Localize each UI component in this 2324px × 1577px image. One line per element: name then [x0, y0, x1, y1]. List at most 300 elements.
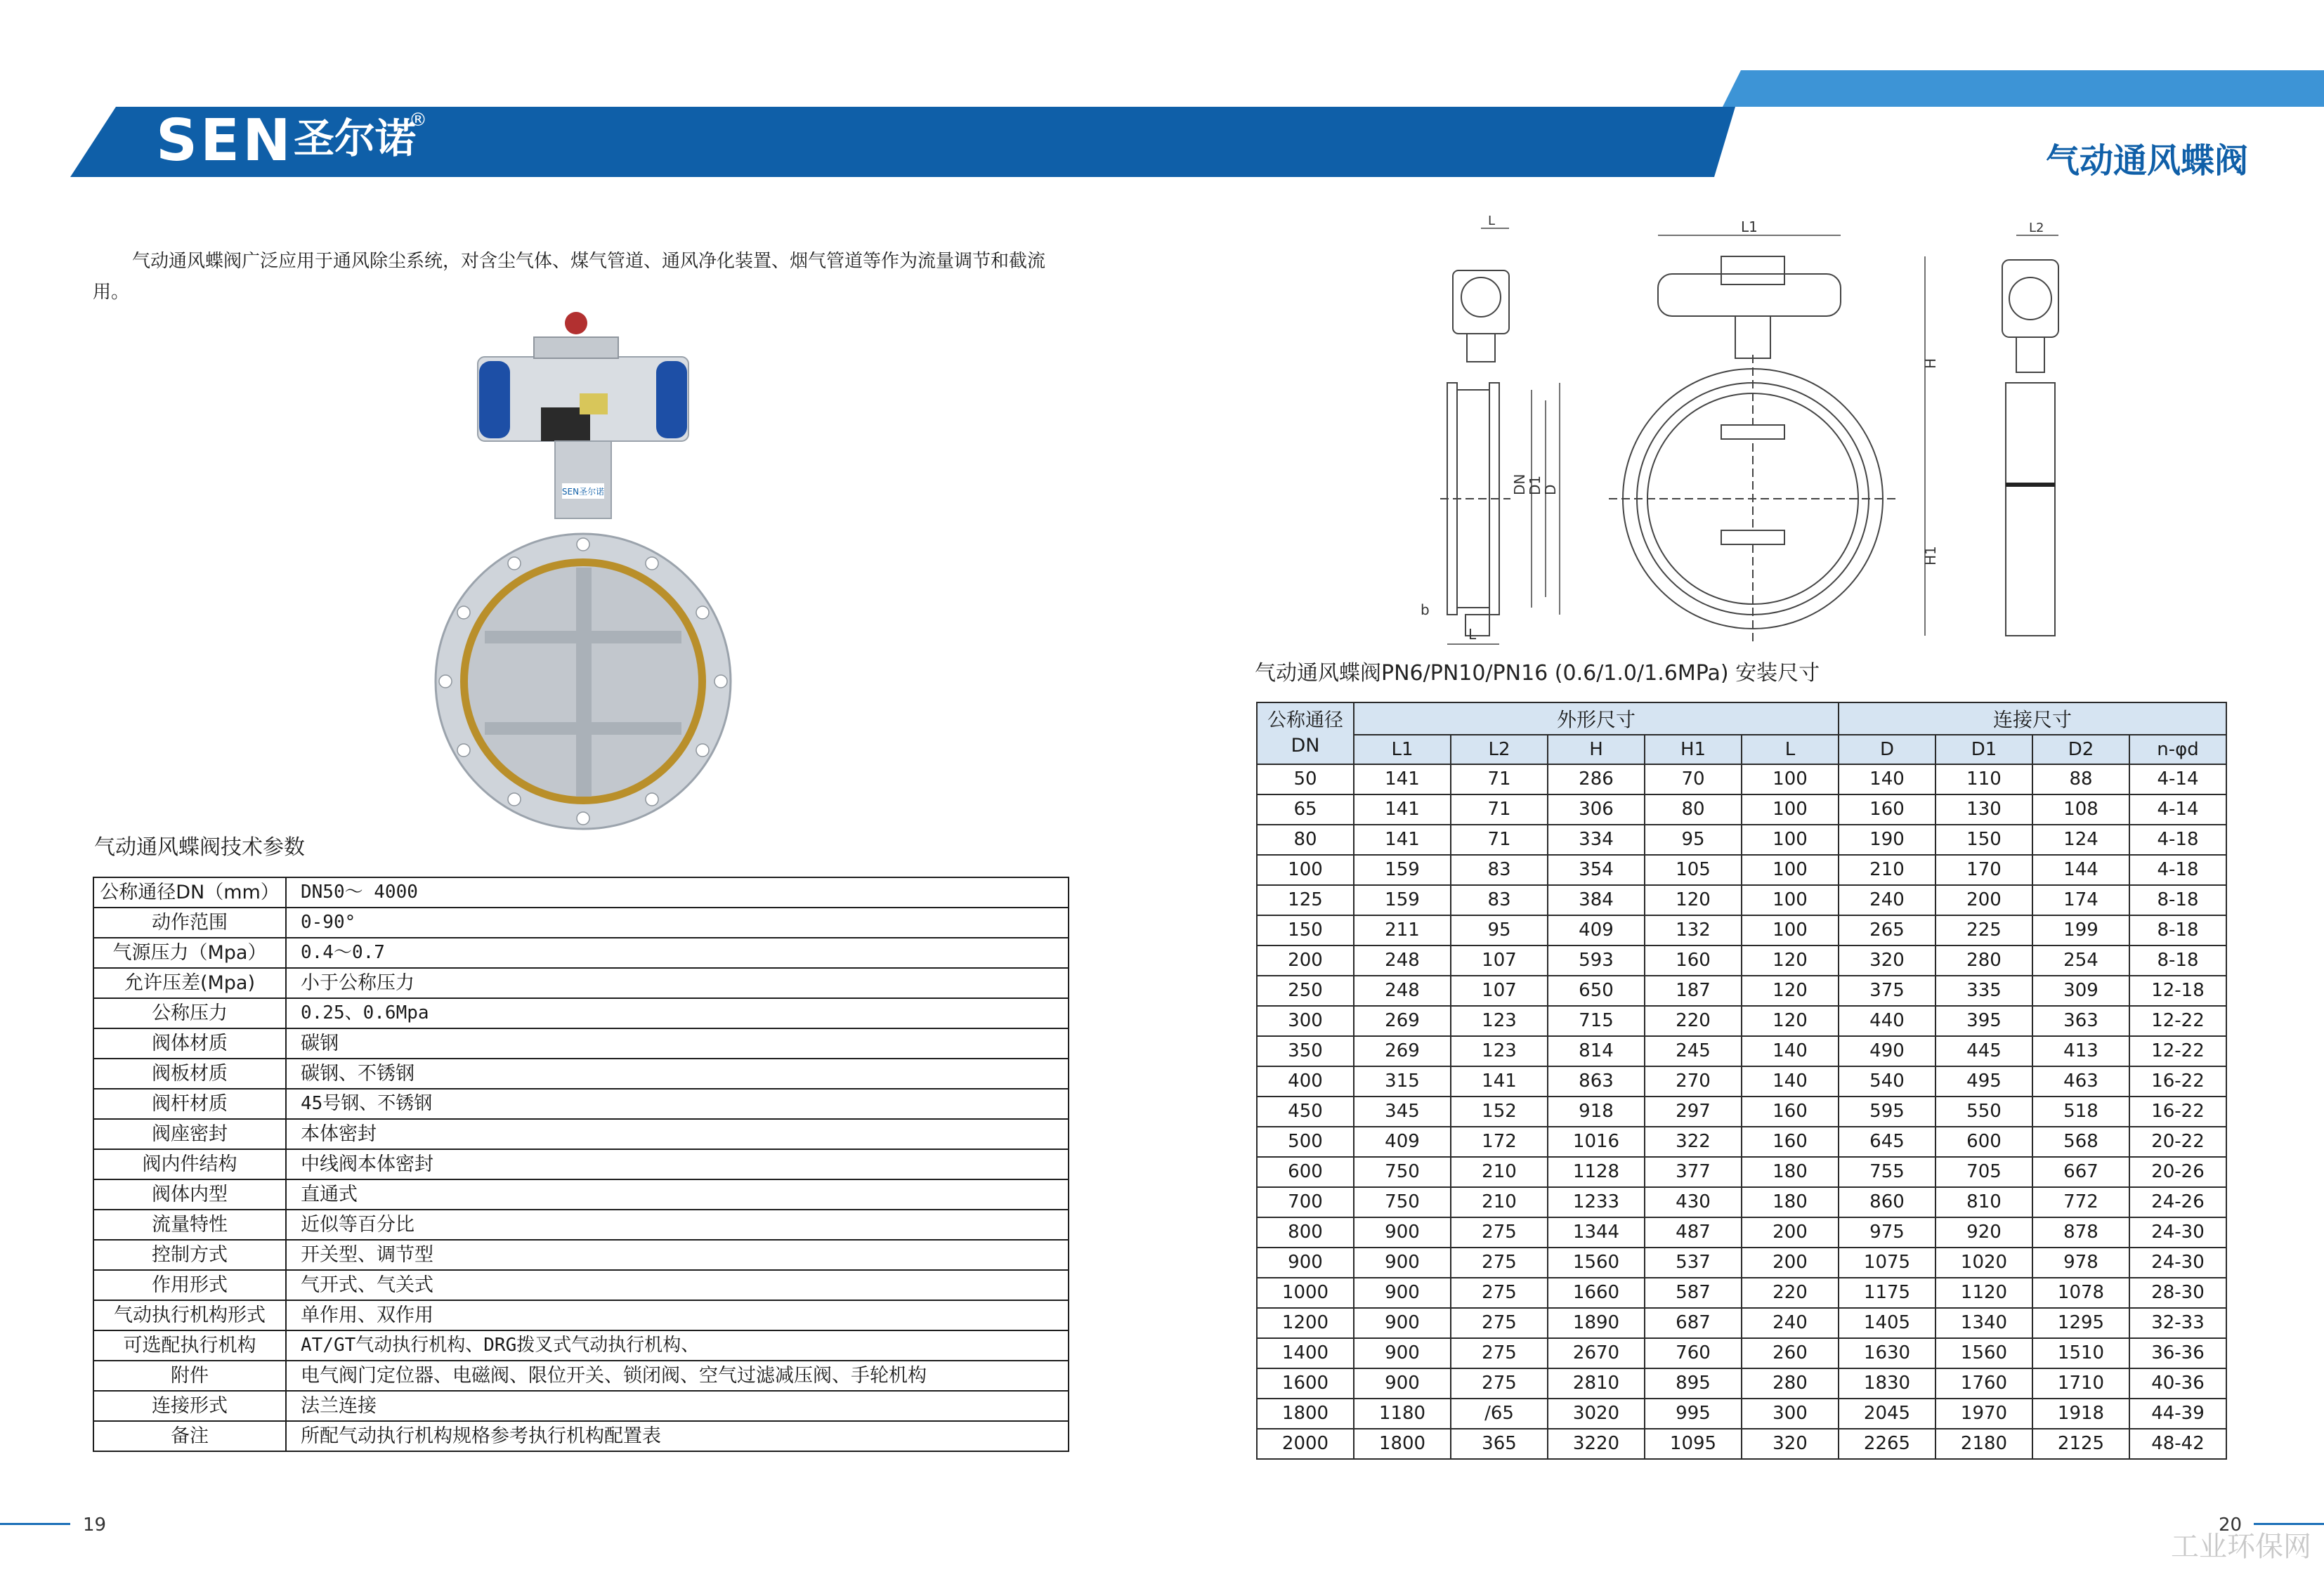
dim-cell: 365: [1451, 1429, 1548, 1459]
dim-cell: 120: [1742, 945, 1839, 976]
dim-cell: 44-39: [2129, 1399, 2226, 1429]
dim-cell: 900: [1354, 1338, 1451, 1368]
dim-cell: 650: [1548, 976, 1645, 1006]
tech-row: [93, 998, 1069, 1028]
logo-text: SEN: [156, 107, 294, 174]
dim-cell: 354: [1548, 855, 1645, 885]
dim-cell: 495: [1935, 1066, 2032, 1097]
tech-value: 直通式: [286, 1179, 1069, 1210]
dim-cell: 4-14: [2129, 794, 2226, 825]
dim-cell: 100: [1742, 825, 1839, 855]
dim-row: [1257, 1217, 2226, 1248]
tech-key: 备注: [93, 1421, 286, 1451]
dim-col-header: D1: [1935, 735, 2032, 764]
dimension-drawing: [1419, 214, 2094, 653]
dim-col-header: L: [1742, 735, 1839, 764]
dim-cell: 240: [1742, 1308, 1839, 1338]
dim-cell: 667: [2032, 1157, 2129, 1187]
tech-row: [93, 877, 1069, 908]
tech-value: 本体密封: [286, 1119, 1069, 1149]
dim-cell: 180: [1742, 1187, 1839, 1217]
label-d1: D1: [1527, 475, 1543, 495]
dim-cell: 95: [1451, 915, 1548, 945]
dim-cell: 180: [1742, 1157, 1839, 1187]
dim-row: [1257, 915, 2226, 945]
dim-cell: 16-22: [2129, 1066, 2226, 1097]
tech-key: 气动执行机构形式: [93, 1300, 286, 1330]
dim-col-header: D: [1839, 735, 1935, 764]
dim-cell: 24-30: [2129, 1217, 2226, 1248]
dim-cell: 141: [1451, 1066, 1548, 1097]
dim-row: [1257, 1308, 2226, 1338]
dim-cell: 300: [1257, 1006, 1354, 1036]
dim-cell: 248: [1354, 945, 1451, 976]
dim-cell: 1175: [1839, 1278, 1935, 1308]
dim-cell: 375: [1839, 976, 1935, 1006]
dim-cell: 220: [1742, 1278, 1839, 1308]
dim-cell: 3020: [1548, 1399, 1645, 1429]
dim-cell: 1095: [1645, 1429, 1742, 1459]
dim-cell: 160: [1839, 794, 1935, 825]
dim-cell: 120: [1742, 976, 1839, 1006]
dim-cell: 110: [1935, 764, 2032, 794]
dim-cell: 900: [1257, 1248, 1354, 1278]
dim-cell: 107: [1451, 945, 1548, 976]
dim-cell: 83: [1451, 855, 1548, 885]
dim-cell: 1830: [1839, 1368, 1935, 1399]
tech-row: [93, 1179, 1069, 1210]
label-h: H: [1922, 358, 1939, 369]
dim-cell: 275: [1451, 1217, 1548, 1248]
tech-value: 所配气动执行机构规格参考执行机构配置表: [286, 1421, 1069, 1451]
dim-cell: 568: [2032, 1127, 2129, 1157]
dim-cell: 36-36: [2129, 1338, 2226, 1368]
label-b: b: [1421, 601, 1430, 618]
dim-cell: 377: [1645, 1157, 1742, 1187]
dim-row: [1257, 1127, 2226, 1157]
dim-cell: 120: [1645, 885, 1742, 915]
dim-cell: 210: [1839, 855, 1935, 885]
dim-cell: 463: [2032, 1066, 2129, 1097]
dim-cell: 71: [1451, 764, 1548, 794]
tech-key: 阀内件结构: [93, 1149, 286, 1179]
dim-cell: 211: [1354, 915, 1451, 945]
dim-cell: 900: [1354, 1278, 1451, 1308]
dim-cell: 250: [1257, 976, 1354, 1006]
dim-cell: 1295: [2032, 1308, 2129, 1338]
tech-row: [93, 1059, 1069, 1089]
dim-col-header: n-φd: [2129, 735, 2226, 764]
tech-row: [93, 1240, 1069, 1270]
dim-cell: 12-22: [2129, 1006, 2226, 1036]
label-h1: H1: [1922, 546, 1939, 565]
dim-cell: 1800: [1354, 1429, 1451, 1459]
dim-row: [1257, 1157, 2226, 1187]
footer-line-right: [2254, 1523, 2324, 1525]
dim-cell: 1128: [1548, 1157, 1645, 1187]
dim-cell: 1660: [1548, 1278, 1645, 1308]
group-outer-header: 外形尺寸: [1354, 702, 1839, 735]
dim-cell: 160: [1645, 945, 1742, 976]
tech-key: 连接形式: [93, 1391, 286, 1421]
label-l1: L1: [1741, 218, 1758, 235]
dim-cell: 440: [1839, 1006, 1935, 1036]
dim-cell: 132: [1645, 915, 1742, 945]
dim-row: [1257, 1399, 2226, 1429]
dim-row: [1257, 1338, 2226, 1368]
dim-cell: 159: [1354, 855, 1451, 885]
dim-col-header: L2: [1451, 735, 1548, 764]
dim-cell: 269: [1354, 1036, 1451, 1066]
dim-cell: 70: [1645, 764, 1742, 794]
tech-row: [93, 938, 1069, 968]
dim-cell: 140: [1742, 1066, 1839, 1097]
label-d: D: [1542, 484, 1559, 495]
dim-cell: 306: [1548, 794, 1645, 825]
dim-cell: 200: [1935, 885, 2032, 915]
dim-cell: 1800: [1257, 1399, 1354, 1429]
dim-cell: 300: [1742, 1399, 1839, 1429]
dim-cell: /65: [1451, 1399, 1548, 1429]
tech-value: 碳钢、不锈钢: [286, 1059, 1069, 1089]
dim-cell: 123: [1451, 1036, 1548, 1066]
tech-params-caption: 气动通风蝶阀技术参数: [94, 835, 305, 860]
dim-cell: 254: [2032, 945, 2129, 976]
dim-cell: 200: [1742, 1248, 1839, 1278]
dim-row: [1257, 1248, 2226, 1278]
dim-row: [1257, 764, 2226, 794]
front-view: [1609, 235, 1925, 643]
tech-key: 公称通径DN（mm）: [93, 877, 286, 908]
dim-row: [1257, 1036, 2226, 1066]
dim-cell: 152: [1451, 1097, 1548, 1127]
tech-value: 单作用、双作用: [286, 1300, 1069, 1330]
tech-row: [93, 1028, 1069, 1059]
tech-value: 0.4～0.7: [286, 938, 1069, 968]
dim-cell: 286: [1548, 764, 1645, 794]
dim-cell: 187: [1645, 976, 1742, 1006]
dim-cell: 350: [1257, 1036, 1354, 1066]
dim-cell: 715: [1548, 1006, 1645, 1036]
dim-cell: 2265: [1839, 1429, 1935, 1459]
dim-cell: 125: [1257, 885, 1354, 915]
dim-cell: 1078: [2032, 1278, 2129, 1308]
dim-cell: 1630: [1839, 1338, 1935, 1368]
dim-cell: 71: [1451, 794, 1548, 825]
dim-cell: 413: [2032, 1036, 2129, 1066]
side-view: [1440, 228, 1560, 644]
tech-key: 可选配执行机构: [93, 1330, 286, 1361]
dim-cell: 409: [1354, 1127, 1451, 1157]
dim-cell: 172: [1451, 1127, 1548, 1157]
tech-row: [93, 1330, 1069, 1361]
tech-params-table: [93, 877, 1069, 1452]
dim-cell: 65: [1257, 794, 1354, 825]
dim-row: [1257, 1187, 2226, 1217]
dim-cell: 595: [1839, 1097, 1935, 1127]
dim-cell: 210: [1451, 1157, 1548, 1187]
dim-cell: 1075: [1839, 1248, 1935, 1278]
dim-cell: 537: [1645, 1248, 1742, 1278]
dim-cell: 687: [1645, 1308, 1742, 1338]
dim-table-caption: 气动通风蝶阀PN6/PN10/PN16 (0.6/1.0/1.6MPa) 安装尺寸: [1255, 661, 1820, 686]
tech-value: 中线阀本体密封: [286, 1149, 1069, 1179]
tech-value: 45号钢、不锈钢: [286, 1089, 1069, 1119]
dim-row: [1257, 1006, 2226, 1036]
dim-cell: 400: [1257, 1066, 1354, 1097]
dim-cell: 141: [1354, 825, 1451, 855]
dim-cell: 1918: [2032, 1399, 2129, 1429]
dim-col-header: L1: [1354, 735, 1451, 764]
dim-cell: 445: [1935, 1036, 2032, 1066]
dim-cell: 190: [1839, 825, 1935, 855]
tech-row: [93, 1391, 1069, 1421]
dim-cell: 1890: [1548, 1308, 1645, 1338]
dim-cell: 100: [1742, 855, 1839, 885]
label-l2: L2: [2029, 221, 2044, 235]
dim-cell: 107: [1451, 976, 1548, 1006]
dim-cell: 810: [1935, 1187, 2032, 1217]
dim-cell: 1510: [2032, 1338, 2129, 1368]
dim-cell: 297: [1645, 1097, 1742, 1127]
dim-cell: 1016: [1548, 1127, 1645, 1157]
page-number-left: 19: [83, 1514, 107, 1536]
watermark: 工业环保网: [2171, 1531, 2311, 1563]
dim-cell: 20-26: [2129, 1157, 2226, 1187]
dim-cell: 200: [1257, 945, 1354, 976]
logo-registered-mark: ®: [409, 110, 427, 131]
dim-cell: 550: [1935, 1097, 2032, 1127]
tech-key: 阀体材质: [93, 1028, 286, 1059]
product-photo: [429, 302, 780, 836]
dim-cell: 24-26: [2129, 1187, 2226, 1217]
dim-cell: 645: [1839, 1127, 1935, 1157]
dim-cell: 141: [1354, 794, 1451, 825]
dim-cell: 500: [1257, 1127, 1354, 1157]
dim-cell: 275: [1451, 1368, 1548, 1399]
dim-cell: 395: [1935, 1006, 2032, 1036]
dim-cell: 270: [1645, 1066, 1742, 1097]
dim-cell: 384: [1548, 885, 1645, 915]
tech-value: 小于公称压力: [286, 968, 1069, 998]
dim-cell: 150: [1257, 915, 1354, 945]
tech-row: [93, 1149, 1069, 1179]
dim-row: [1257, 1097, 2226, 1127]
dim-cell: 50: [1257, 764, 1354, 794]
dim-row: [1257, 1066, 2226, 1097]
dim-cell: 24-30: [2129, 1248, 2226, 1278]
dim-cell: 100: [1742, 915, 1839, 945]
dim-cell: 309: [2032, 976, 2129, 1006]
dim-cell: 700: [1257, 1187, 1354, 1217]
dim-cell: 863: [1548, 1066, 1645, 1097]
dim-cell: 83: [1451, 885, 1548, 915]
tech-key: 公称压力: [93, 998, 286, 1028]
dim-cell: 2810: [1548, 1368, 1645, 1399]
install-dimensions-table: [1256, 702, 2227, 1460]
dim-cell: 760: [1645, 1338, 1742, 1368]
dim-cell: 1344: [1548, 1217, 1645, 1248]
dim-cell: 275: [1451, 1308, 1548, 1338]
dim-cell: 900: [1354, 1248, 1451, 1278]
dim-cell: 71: [1451, 825, 1548, 855]
dim-cell: 430: [1645, 1187, 1742, 1217]
group-conn-header: 连接尺寸: [1839, 702, 2226, 735]
dim-cell: 814: [1548, 1036, 1645, 1066]
dim-cell: 275: [1451, 1278, 1548, 1308]
dim-cell: 518: [2032, 1097, 2129, 1127]
dim-cell: 600: [1257, 1157, 1354, 1187]
dim-cell: 140: [1742, 1036, 1839, 1066]
intro-paragraph: 气动通风蝶阀广泛应用于通风除尘系统，对含尘气体、煤气管道、通风净化装置、烟气管道等作为流量调节和截流用。: [93, 251, 1046, 303]
tech-row: [93, 1300, 1069, 1330]
dim-cell: 225: [1935, 915, 2032, 945]
tech-value: 碳钢: [286, 1028, 1069, 1059]
dim-cell: 150: [1935, 825, 2032, 855]
col-dn-header: 公称通径DN: [1257, 702, 1354, 764]
dim-cell: 3220: [1548, 1429, 1645, 1459]
dim-cell: 1405: [1839, 1308, 1935, 1338]
dim-cell: 12-22: [2129, 1036, 2226, 1066]
tech-value: 气开式、气关式: [286, 1270, 1069, 1300]
tech-key: 附件: [93, 1361, 286, 1391]
dim-row: [1257, 794, 2226, 825]
dim-cell: 450: [1257, 1097, 1354, 1127]
dim-cell: 32-33: [2129, 1308, 2226, 1338]
dim-cell: 12-18: [2129, 976, 2226, 1006]
dim-cell: 755: [1839, 1157, 1935, 1187]
label-l: L: [1468, 626, 1477, 643]
dim-cell: 4-14: [2129, 764, 2226, 794]
dim-row: [1257, 1368, 2226, 1399]
dim-cell: 8-18: [2129, 945, 2226, 976]
tech-key: 动作范围: [93, 908, 286, 938]
dim-cell: 140: [1839, 764, 1935, 794]
dim-cell: 1760: [1935, 1368, 2032, 1399]
dim-cell: 1710: [2032, 1368, 2129, 1399]
dim-cell: 1970: [1935, 1399, 2032, 1429]
dim-cell: 1600: [1257, 1368, 1354, 1399]
dim-cell: 80: [1257, 825, 1354, 855]
dim-cell: 800: [1257, 1217, 1354, 1248]
dim-row: [1257, 976, 2226, 1006]
tech-value: 法兰连接: [286, 1391, 1069, 1421]
dim-cell: 48-42: [2129, 1429, 2226, 1459]
tech-value: 0.25、0.6Mpa: [286, 998, 1069, 1028]
dim-cell: 978: [2032, 1248, 2129, 1278]
tech-key: 气源压力（Mpa）: [93, 938, 286, 968]
dim-cell: 240: [1839, 885, 1935, 915]
tech-key: 流量特性: [93, 1210, 286, 1240]
dim-row: [1257, 855, 2226, 885]
dim-cell: 860: [1839, 1187, 1935, 1217]
dim-cell: 363: [2032, 1006, 2129, 1036]
tech-row: [93, 1361, 1069, 1391]
dim-cell: 2000: [1257, 1429, 1354, 1459]
dim-col-header: H: [1548, 735, 1645, 764]
dim-cell: 593: [1548, 945, 1645, 976]
dim-cell: 123: [1451, 1006, 1548, 1036]
dim-cell: 8-18: [2129, 885, 2226, 915]
dim-row: [1257, 1278, 2226, 1308]
valve-nameplate: SEN圣尔诺: [561, 487, 605, 497]
dim-cell: 490: [1839, 1036, 1935, 1066]
tech-row: [93, 1210, 1069, 1240]
tech-value: DN50～ 4000: [286, 877, 1069, 908]
tech-key: 阀板材质: [93, 1059, 286, 1089]
tech-value: 开关型、调节型: [286, 1240, 1069, 1270]
dim-cell: 1020: [1935, 1248, 2032, 1278]
dim-cell: 141: [1354, 764, 1451, 794]
dim-cell: 275: [1451, 1338, 1548, 1368]
header-light-stripe: [1723, 70, 2324, 107]
tech-key: 阀座密封: [93, 1119, 286, 1149]
dim-cell: 322: [1645, 1127, 1742, 1157]
logo-cn: 圣尔诺: [294, 114, 417, 162]
dim-cell: 108: [2032, 794, 2129, 825]
tech-value: AT/GT气动执行机构、DRG拨叉式气动执行机构、: [286, 1330, 1069, 1361]
dim-cell: 8-18: [2129, 915, 2226, 945]
dim-col-header: D2: [2032, 735, 2129, 764]
dim-cell: 409: [1548, 915, 1645, 945]
tech-key: 作用形式: [93, 1270, 286, 1300]
dim-cell: 334: [1548, 825, 1645, 855]
page-number-right: 20: [2219, 1514, 2243, 1536]
dim-cell: 4-18: [2129, 825, 2226, 855]
dim-cell: 144: [2032, 855, 2129, 885]
dim-cell: 105: [1645, 855, 1742, 885]
dim-cell: 1560: [1548, 1248, 1645, 1278]
label-l-top: L: [1488, 214, 1496, 228]
dim-cell: 174: [2032, 885, 2129, 915]
dim-cell: 320: [1742, 1429, 1839, 1459]
dim-cell: 160: [1742, 1097, 1839, 1127]
dim-cell: 80: [1645, 794, 1742, 825]
footer-line-left: [0, 1523, 70, 1525]
dim-cell: 265: [1839, 915, 1935, 945]
dim-cell: 315: [1354, 1066, 1451, 1097]
right-view: [2002, 235, 2058, 636]
dim-cell: 1200: [1257, 1308, 1354, 1338]
dim-cell: 345: [1354, 1097, 1451, 1127]
dim-cell: 587: [1645, 1278, 1742, 1308]
dim-cell: 320: [1839, 945, 1935, 976]
dim-cell: 248: [1354, 976, 1451, 1006]
dim-cell: 878: [2032, 1217, 2129, 1248]
tech-row: [93, 968, 1069, 998]
dim-cell: 750: [1354, 1157, 1451, 1187]
dim-cell: 1233: [1548, 1187, 1645, 1217]
dim-cell: 1340: [1935, 1308, 2032, 1338]
dim-cell: 160: [1742, 1127, 1839, 1157]
tech-value: 近似等百分比: [286, 1210, 1069, 1240]
dim-cell: 16-22: [2129, 1097, 2226, 1127]
dim-cell: 1120: [1935, 1278, 2032, 1308]
dim-cell: 540: [1839, 1066, 1935, 1097]
dim-cell: 1180: [1354, 1399, 1451, 1429]
dim-cell: 124: [2032, 825, 2129, 855]
dim-cell: 199: [2032, 915, 2129, 945]
dim-cell: 20-22: [2129, 1127, 2226, 1157]
dim-cell: 600: [1935, 1127, 2032, 1157]
dim-cell: 2045: [1839, 1399, 1935, 1429]
tech-row: [93, 1089, 1069, 1119]
tech-key: 阀体内型: [93, 1179, 286, 1210]
dim-cell: 975: [1839, 1217, 1935, 1248]
dim-cell: 220: [1645, 1006, 1742, 1036]
dim-cell: 920: [1935, 1217, 2032, 1248]
dim-cell: 900: [1354, 1308, 1451, 1338]
